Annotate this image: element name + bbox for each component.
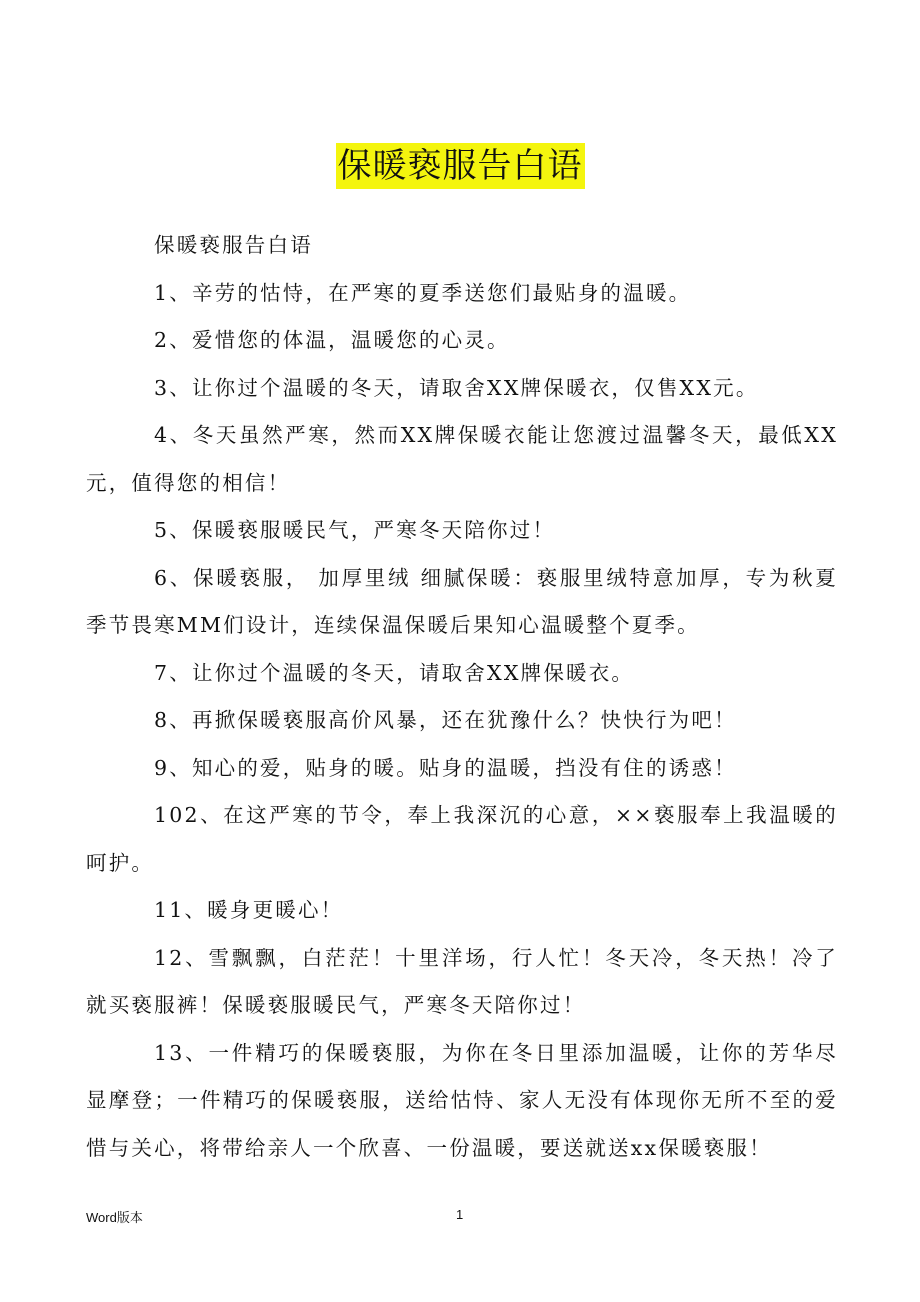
document-title: 保暖亵服告白语: [336, 143, 585, 189]
document-body: [86, 222, 838, 1172]
paragraph-subtitle: 保暖亵服告白语: [154, 233, 313, 257]
paragraph-item-9: 9、知心的爱，贴身的暖。贴身的温暖，挡没有住的诱惑！: [154, 755, 737, 780]
paragraph-item-12: 12、雪飘飘，白茫茫！十里洋场，行人忙！冬天冷，冬天热！冷了就买亵服裤！保暖亵服暖民气，严寒冬天陪你过！: [86, 945, 838, 1017]
paragraph-item-6: 6、保暖亵服， 加厚里绒 细腻保暖：亵服里绒特意加厚，专为秋夏季节畏寒MM们设计，连续保温保暖后果知心温暖整个夏季。: [86, 565, 838, 637]
paragraph-item-5: 5、保暖亵服暖民气，严寒冬天陪你过！: [154, 518, 556, 542]
paragraph-item-11: 11、暖身更暖心！: [154, 898, 344, 922]
paragraph-item-13: 13、一件精巧的保暖亵服，为你在冬日里添加温暖，让你的芳华尽显摩登；一件精巧的保暖亵服，送给怙恃、家人无没有体现你无所不至的爱惜与关心，将带给亲人一个欣喜、一份温暖，要送就送xx保暖亵服！: [86, 1040, 838, 1160]
footer-label: Word版本: [86, 1210, 143, 1225]
paragraph-item-7: 7、让你过个温暖的冬天，请取舍XX牌保暖衣。: [154, 660, 635, 685]
paragraph-item-102: 102、在这严寒的节令，奉上我深沉的心意，××亵服奉上我温暖的呵护。: [86, 803, 838, 875]
paragraph-item-8: 8、再掀保暖亵服高价风暴，还在犹豫什么？快快行为吧！: [154, 708, 737, 732]
paragraph-item-1: 1、辛劳的怙恃，在严寒的夏季送您们最贴身的温暖。: [154, 280, 692, 305]
title-container: [0, 143, 920, 189]
page-number: 1: [456, 1207, 464, 1222]
paragraph-item-3: 3、让你过个温暖的冬天，请取舍XX牌保暖衣，仅售XX元。: [154, 375, 759, 400]
paragraph-item-2: 2、爱惜您的体温，温暖您的心灵。: [154, 328, 510, 352]
paragraph-item-4: 4、冬天虽然严寒，然而XX牌保暖衣能让您渡过温馨冬天，最低XX元，值得您的相信！: [86, 423, 838, 495]
